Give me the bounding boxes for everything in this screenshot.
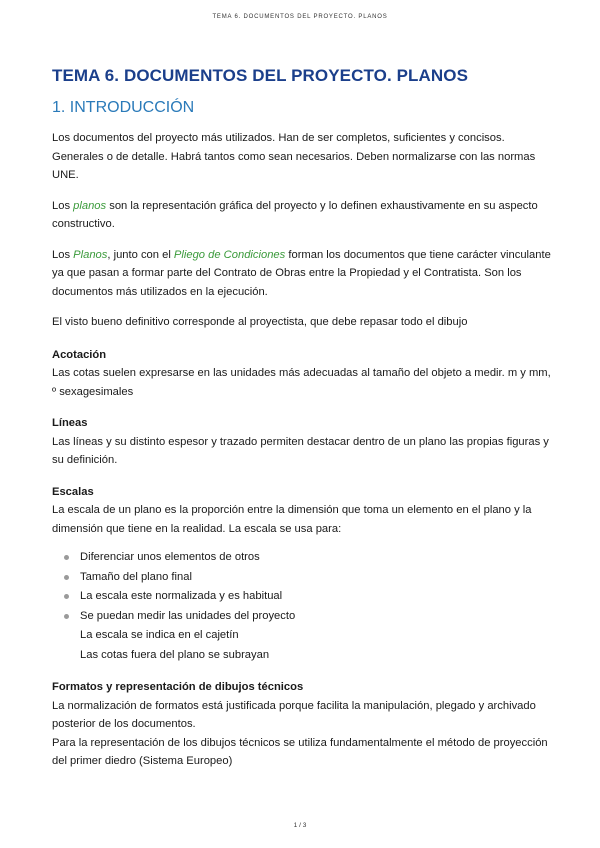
acotacion-heading: Acotación: [52, 348, 107, 361]
highlight-pliego: Pliego de Condiciones: [173, 248, 286, 261]
visto-bueno-paragraph: El visto bueno definitivo corresponde al proyectista, que debe repasar todo el dibujo: [52, 316, 468, 328]
planos-paragraph: [52, 197, 552, 234]
list-item-text: Se puedan medir las unidades del proyecto: [80, 609, 296, 622]
acotacion-text: Las cotas suelen expresarse en las unidades más adecuadas al tamaño del objeto a medir. m y mm, º sexagesimales: [52, 367, 551, 398]
formatos-heading: Formatos y representación de dibujos técnicos: [52, 681, 304, 693]
escalas-text: La escala de un plano es la proporción entre la dimensión que toma un elemento en el plano y la dimensión que tiene en la realidad. La escala se usa para:: [52, 504, 532, 535]
list-item: [52, 548, 552, 568]
intro-paragraph: Los documentos del proyecto más utilizados. Han de ser completos, suficientes y concisos. Generales o de detalle. Habrá tantos como sean necesarios. Deben normalizarse con las normas UNE.: [52, 132, 536, 181]
bullet-icon: [64, 555, 69, 560]
text-run: forman los documentos que tiene carácter vinculante ya que pasan a formar parte del Contrato de Obras entre la Propiedad y el Contratista. Son los documentos más utilizados en la ejecución.: [52, 248, 551, 298]
bullet-icon: [64, 575, 69, 580]
list-item-text: Diferenciar unos elementos de otros: [80, 551, 260, 563]
running-header: TEMA 6. DOCUMENTOS DEL PROYECTO. PLANOS: [212, 14, 388, 20]
section-heading: 1. INTRODUCCIÓN: [52, 99, 195, 116]
formatos-text-2: Para la representación de los dibujos técnicos se utiliza fundamentalmente el método de proyección del primer diedro (Sistema Europeo): [52, 736, 548, 767]
document-body: [52, 66, 552, 771]
text-run: , junto con el: [107, 248, 174, 261]
escalas-heading: Escalas: [52, 485, 94, 498]
list-subline: Las cotas fuera del plano se subrayan: [80, 648, 270, 661]
list-item: [52, 568, 552, 588]
list-item: [52, 607, 552, 627]
vinculante-paragraph: [52, 246, 552, 302]
text-run: Los: [52, 248, 74, 261]
highlight-planos: planos: [73, 199, 107, 212]
list-item-text: La escala este normalizada y es habitual: [80, 590, 283, 602]
lineas-text: Las líneas y su distinto espesor y trazado permiten destacar dentro de un plano las propias figuras y su definición.: [52, 435, 549, 466]
list-subline: La escala se indica en el cajetín: [80, 629, 239, 641]
formatos-text: La normalización de formatos está justificada porque facilita la manipulación, plegado y archivado posterior de los documentos.: [52, 699, 536, 730]
lineas-heading: Líneas: [52, 417, 88, 429]
page-number: 1 / 3: [293, 822, 307, 829]
text-run: son la representación gráfica del proyecto y lo definen exhaustivamente en su aspecto constructivo.: [52, 199, 538, 230]
highlight-planos: Planos: [73, 248, 108, 261]
escalas-list: [52, 548, 552, 626]
list-item: [52, 587, 552, 607]
bullet-icon: [64, 594, 69, 599]
page-title: TEMA 6. DOCUMENTOS DEL PROYECTO. PLANOS: [52, 66, 469, 85]
text-run: Los: [52, 199, 74, 212]
list-item-text: Tamaño del plano final: [80, 570, 192, 583]
bullet-icon: [64, 614, 69, 619]
